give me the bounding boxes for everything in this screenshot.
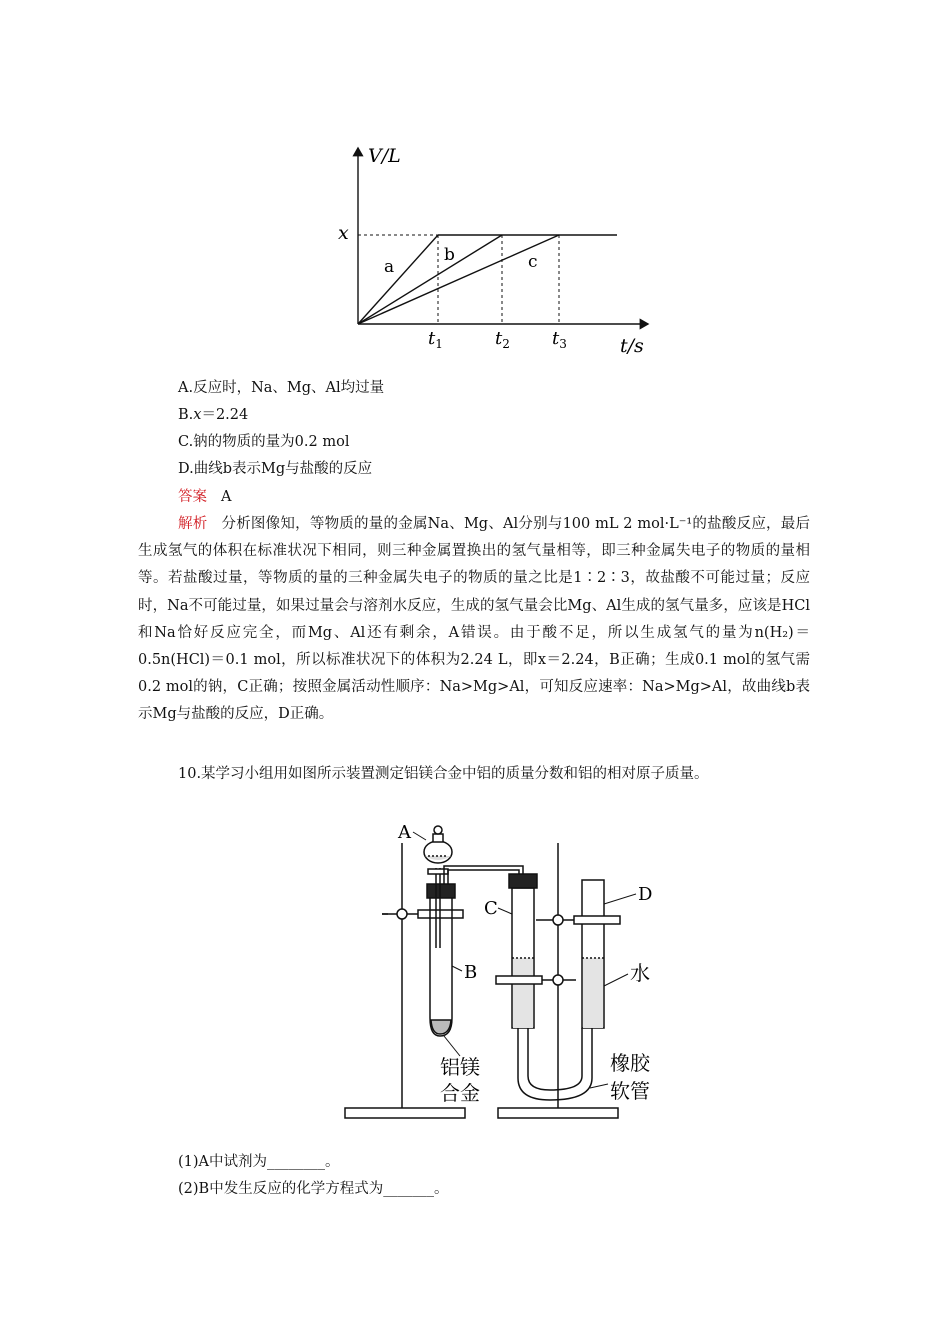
label-a: A [398, 822, 411, 843]
stopper-c [509, 874, 537, 888]
y-tick-x: x [338, 222, 349, 244]
label-water: 水 [630, 961, 650, 985]
x-axis-label: t/s [620, 335, 644, 357]
y-axis-label: V/L [368, 145, 401, 167]
right-clamp-knob-mid [553, 975, 563, 985]
option-b: B.x＝2.24 [178, 407, 249, 423]
option-a: A.反应时，Na、Mg、Al均过量 [178, 380, 385, 396]
label-c: C [484, 898, 498, 919]
stopper-b [427, 884, 455, 898]
curve-a-line [358, 235, 438, 324]
answer-label: 答案 [178, 489, 207, 505]
curve-c-line [358, 235, 559, 324]
curve-b-label: b [444, 245, 455, 265]
label-b: B [464, 962, 478, 983]
reaction-volume-graph [330, 140, 660, 365]
left-clamp-knob [397, 909, 407, 919]
option-c: C.钠的物质的量为0.2 mol [178, 434, 350, 450]
label-tube-2: 软管 [610, 1079, 650, 1103]
option-d: D.曲线b表示Mg与盐酸的反应 [178, 461, 373, 477]
label-tube-1: 橡胶 [610, 1051, 650, 1075]
t1-label: $t_1$ [428, 328, 443, 351]
left-stand-base [345, 1108, 465, 1118]
t2-label: $t_2$ [495, 328, 510, 351]
label-d: D [638, 884, 653, 905]
answer-line [178, 487, 231, 507]
t3-label: $t_3$ [552, 328, 567, 351]
analysis-label: 解析 [178, 516, 208, 532]
sub-question-1: (1)A中试剂为________。 [178, 1154, 340, 1170]
curve-c-label: c [528, 252, 538, 272]
sub-question-2: (2)B中发生反应的化学方程式为_______。 [178, 1181, 449, 1197]
question10-stem: 10.某学习小组用如图所示装置测定铝镁合金中铝的质量分数和铝的相对原子质量。 [178, 766, 709, 782]
apparatus-diagram [340, 808, 670, 1133]
analysis-text: 分析图像知，等物质的量的金属Na、Mg、Al分别与100 mL 2 mol·L⁻¹的盐酸反应，最后生成氢气的体积在标准状况下相同，则三种金属置换出的氢气量相等，即三种金属失电子的物质的量相等。若盐酸过量，等物质的量的三种金属失电子的物质的量之比是1∶2∶3，故盐酸不可能过量；反应时，Na不可能过量，如果过量会与溶剂水反应，生成的氢气量会比Mg、Al生成的氢气量多，应该是HCl和Na恰好反应完全，而Mg、Al还有剩余，A错误。由于酸不足，所以生成氢气的量为n(H₂)＝0.5n(HCl)＝0.1 mol，所以标准状况下的体积为2.24 L，即x＝2.24，B正确；生成0.1 mol的氢气需0.2 mol的钠，C正确；按照金属活动性顺序：Na>Mg>Al，可知反应速率：Na>Mg>Al，故曲线b表示Mg与盐酸的反应，D正确。 [138, 516, 811, 723]
curve-a-label: a [384, 257, 395, 277]
curve-b-line [358, 235, 502, 324]
label-alloy-2: 合金 [440, 1081, 480, 1105]
right-clamp-knob-top [553, 915, 563, 925]
label-alloy-1: 铝镁 [440, 1055, 480, 1079]
right-stand-base [498, 1108, 618, 1118]
analysis-paragraph [138, 511, 810, 729]
answer-value: A [221, 489, 232, 505]
